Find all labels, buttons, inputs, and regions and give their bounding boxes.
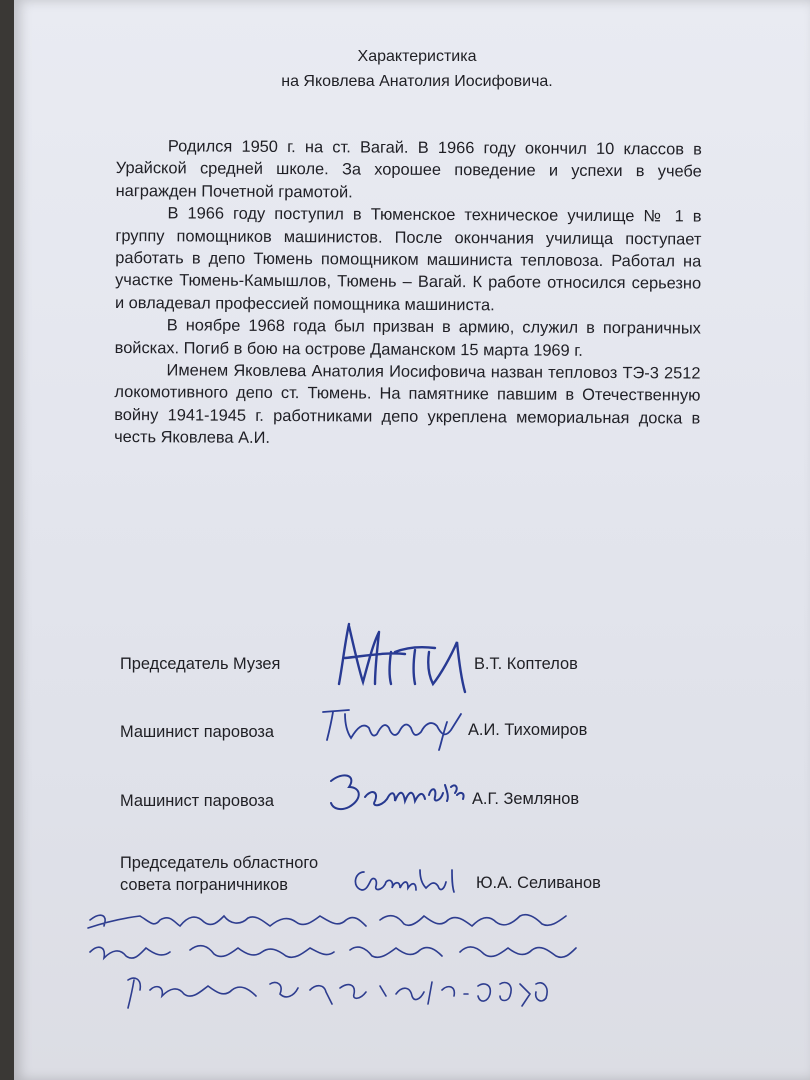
signatory-name: В.Т. Коптелов [474, 655, 578, 673]
signature-tikhomirov [315, 700, 475, 750]
signatory-name: Ю.А. Селиванов [476, 874, 601, 892]
signatory-role-line1: Председатель областного [120, 854, 319, 872]
signature-zemlyanov [325, 765, 475, 820]
paragraph-birth: Родился 1950 г. на ст. Вагай. В 1966 году окончил 10 классов в Урайской средней школе. За хорошее поведение и успехи в учебе награжден Почетной грамотой. [115, 137, 702, 202]
document-subtitle: на Яковлева Анатолия Иосифовича. [281, 73, 553, 90]
signatory-name: А.И. Тихомиров [468, 721, 588, 739]
paragraph-memorial: Именем Яковлева Анатолия Иосифовича назван тепловоз ТЭ-3 2512 локомотивного депо ст. Тюмень. На памятнике павшим в Отечественную войну 1941-1945 г. работниками депо укреплена мемориальная доска в честь Яковлева А.И. [114, 361, 701, 448]
signatory-role: Машинист паровоза [120, 723, 275, 741]
signature-selivanov [348, 862, 468, 902]
paragraph-education: В 1966 году поступил в Тюменское техническое училище № 1 в группу помощников машинистов. После окончания училища поступает работать в депо Тюмень помощником машиниста тепловоза. Работал на участке Тюмень-Камышлов, Тюмень – Вагай. К работе относился серьезно и овладевал профессией помощника машиниста. [114, 204, 702, 315]
signatory-name: А.Г. Землянов [472, 790, 580, 808]
signatory-role: Председатель Музея [120, 655, 281, 673]
document-body [114, 135, 702, 452]
handwritten-approval-note [80, 900, 600, 1020]
signatory-role-line2: совета пограничников [120, 876, 288, 894]
document-title: Характеристика [357, 48, 477, 65]
signature-koptelov [325, 612, 485, 702]
signatory-role: Машинист паровоза [120, 792, 275, 810]
paragraph-army: В ноябре 1968 года был призван в армию, служил в пограничных войсках. Погиб в бою на острове Даманском 15 марта 1969 г. [114, 316, 701, 360]
